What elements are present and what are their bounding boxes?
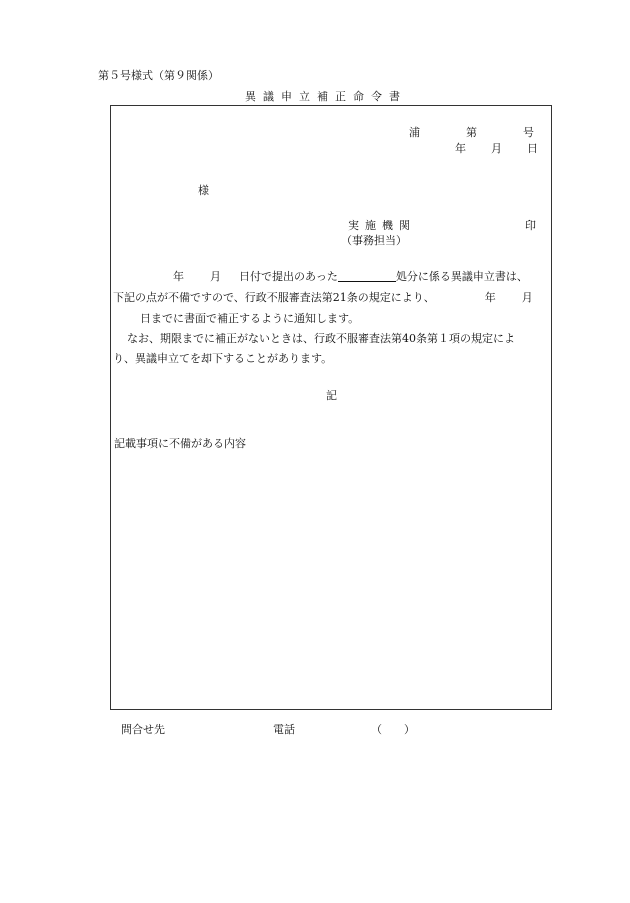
body-line-5: り、異議申立てを却下することがあります。 (113, 352, 333, 365)
seal-mark: 印 (525, 219, 536, 232)
body-line-2 (113, 291, 533, 305)
date-day: 日 (527, 142, 538, 155)
body-line-3: 日までに書面で補正するように通知します。 (140, 312, 360, 325)
body-line-1 (113, 270, 528, 284)
blank-underline (338, 270, 396, 282)
body-p1-year: 年 (173, 270, 184, 283)
date-year: 年 (455, 142, 466, 155)
reference-ura: 浦 (409, 126, 420, 139)
addressee-sama: 様 (198, 184, 209, 197)
reference-dai: 第 (466, 126, 477, 139)
form-frame (110, 105, 552, 710)
inquiry-label: 問合せ先 (121, 723, 165, 736)
phone-label: 電話 (273, 723, 295, 736)
reference-go: 号 (523, 126, 534, 139)
date-month: 月 (491, 142, 502, 155)
body-p2-month: 月 (521, 291, 533, 304)
body-p1-text-a: 日付で提出のあった (239, 270, 338, 283)
body-p2-text: 下記の点が不備ですので、行政不服審査法第21条の規定により、 (113, 291, 435, 304)
body-line-4: なお、期限までに補正がないときは、行政不服審査法第40条第１項の規定によ (127, 332, 515, 345)
document-title: 異議申立補正命令書 (245, 90, 407, 103)
record-heading: 記 (326, 389, 337, 402)
phone-paren: （ ） (371, 723, 415, 736)
body-p1-month: 月 (210, 270, 221, 283)
contact-note: （事務担当） (341, 234, 407, 247)
body-p1-text-b: 処分に係る異議申立書は、 (395, 270, 528, 283)
body-p2-year: 年 (484, 291, 496, 304)
record-item-label: 記載事項に不備がある内容 (114, 437, 246, 450)
form-number: 第５号様式（第９関係） (98, 69, 219, 82)
issuing-agency: 実施機関 (348, 219, 416, 232)
